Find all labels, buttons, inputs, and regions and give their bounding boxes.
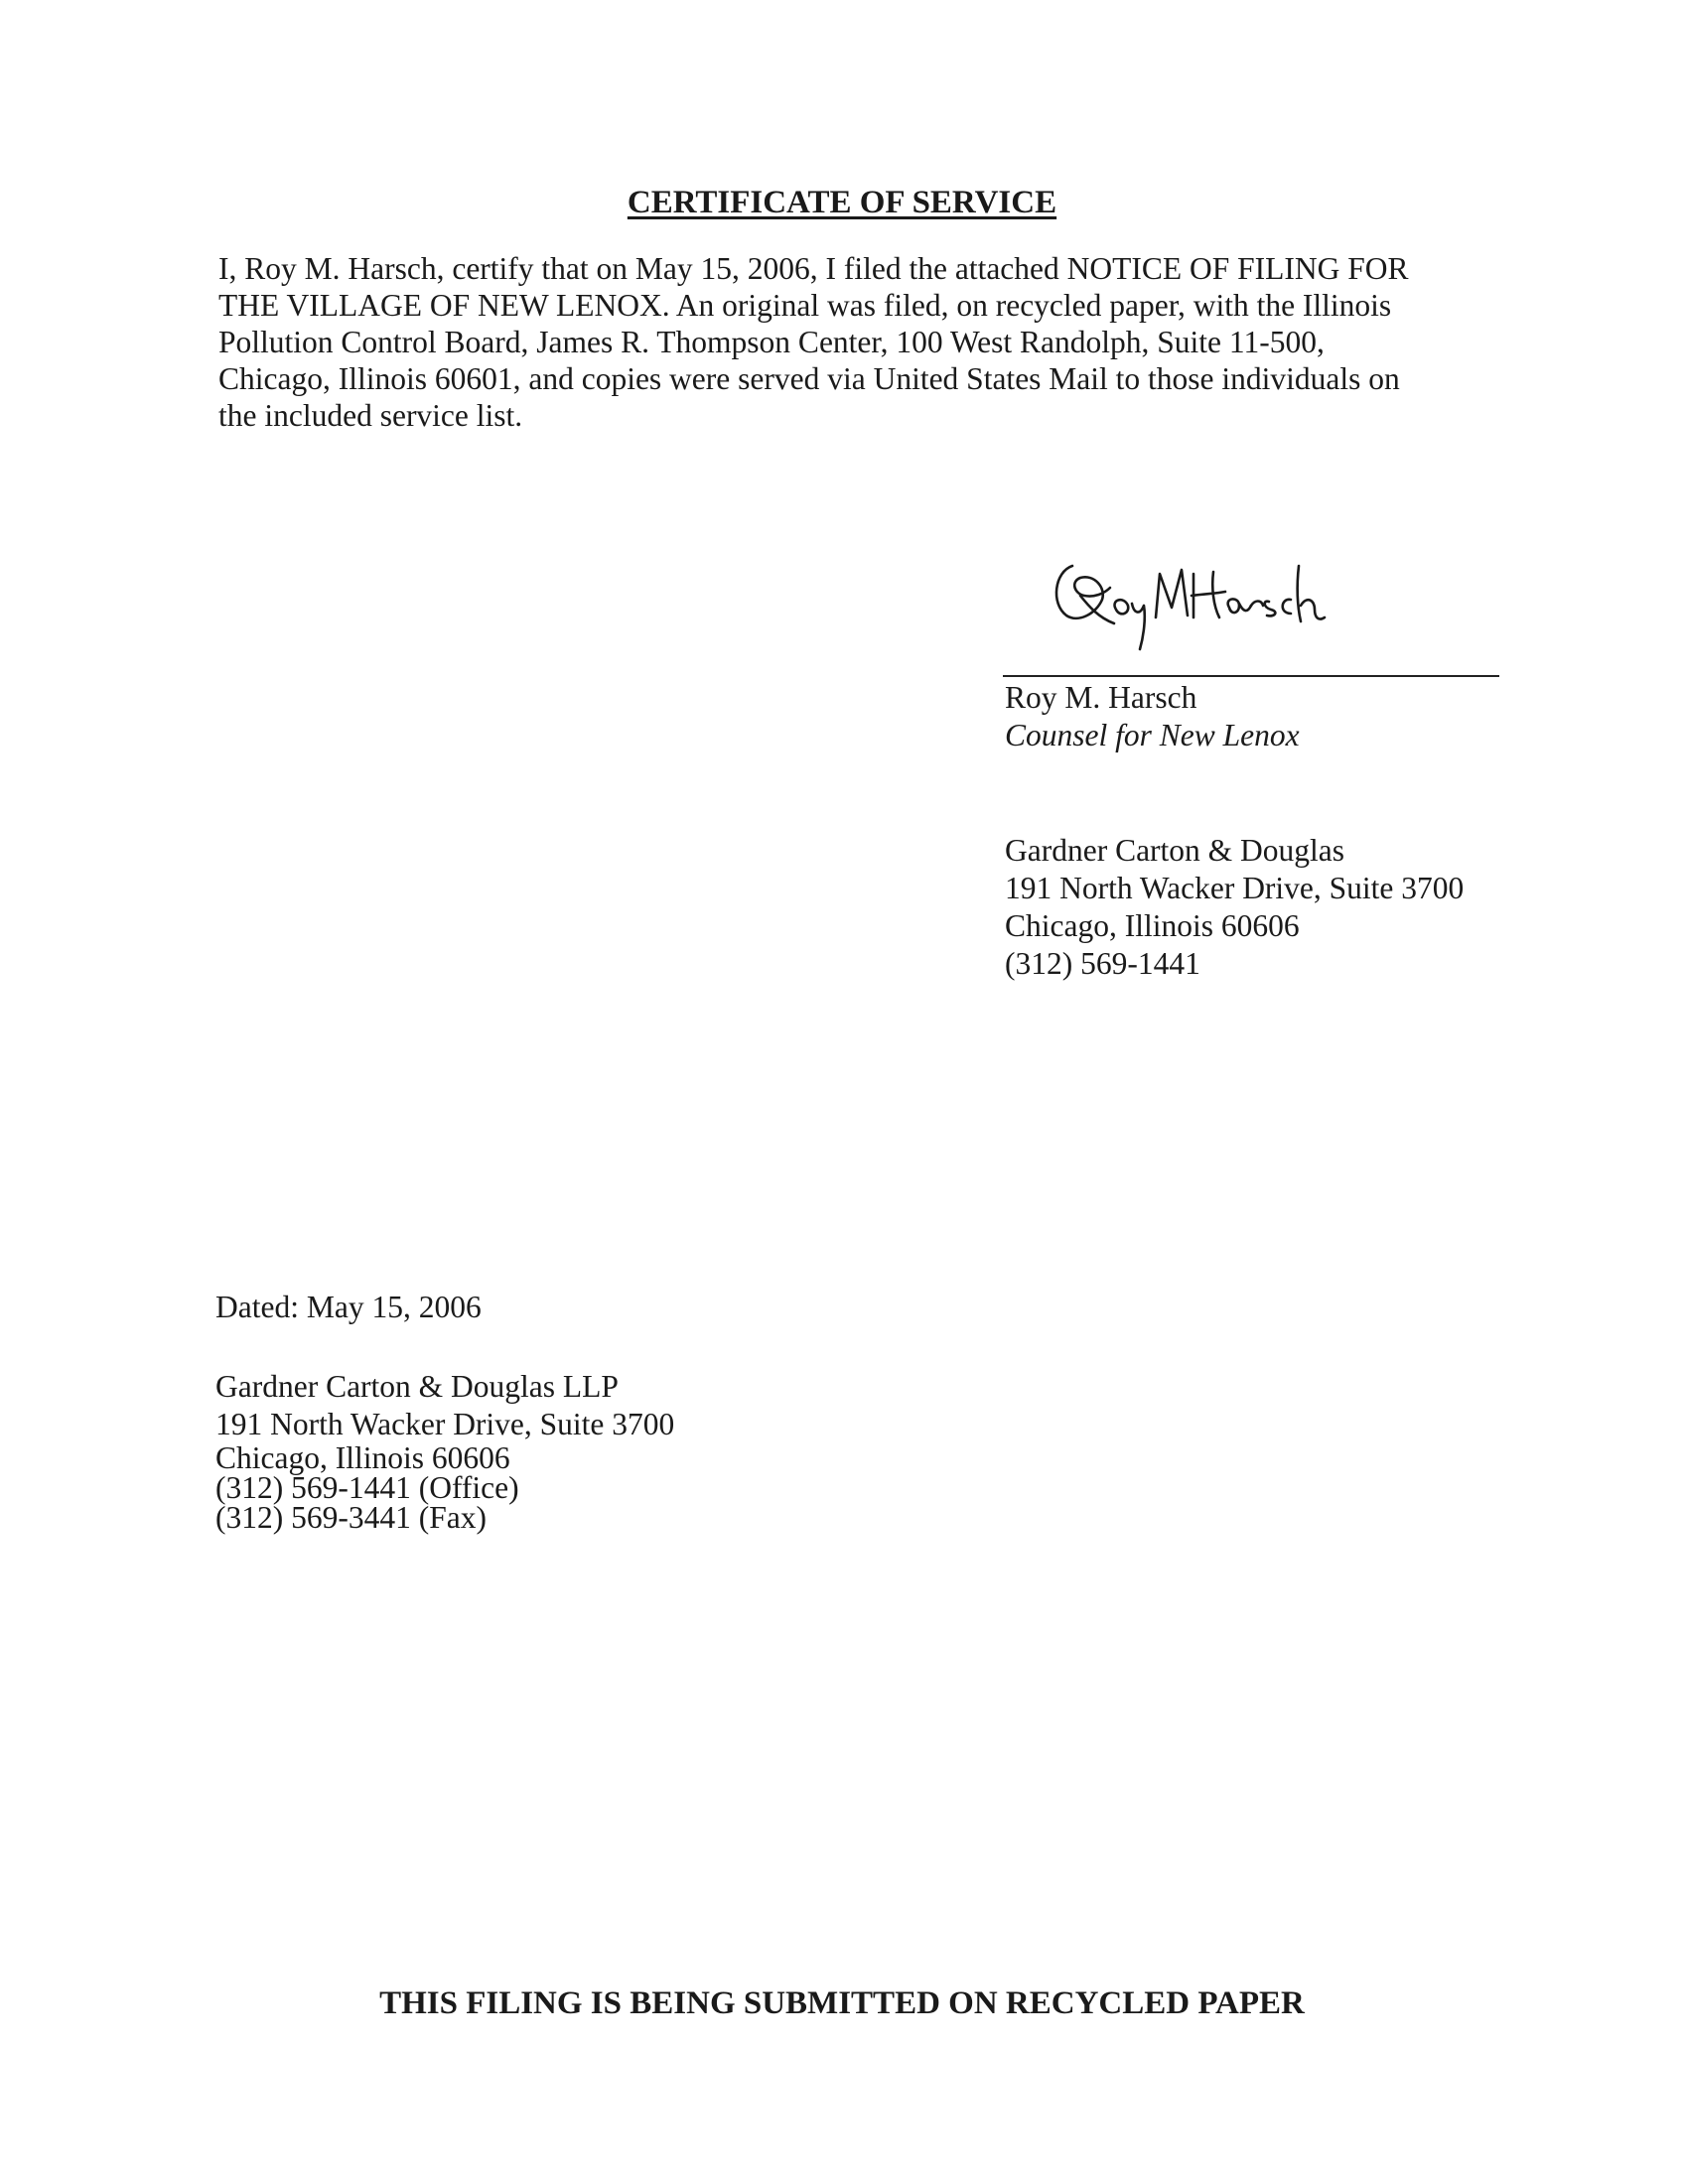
firm-street: 191 North Wacker Drive, Suite 3700 <box>1005 871 1465 905</box>
body-line: Chicago, Illinois 60601, and copies were served via United States Mail to those individuals on <box>218 361 1400 396</box>
recycled-paper-notice: THIS FILING IS BEING SUBMITTED ON RECYCLED PAPER <box>379 1985 1305 2021</box>
handwritten-signature <box>1045 544 1402 663</box>
footer-fax: (312) 569-3441 (Fax) <box>215 1500 487 1535</box>
dated-line: Dated: May 15, 2006 <box>215 1290 482 1324</box>
firm-name: Gardner Carton & Douglas <box>1005 833 1345 868</box>
document-title: CERTIFICATE OF SERVICE <box>627 185 1057 220</box>
firm-phone: (312) 569-1441 <box>1005 946 1200 981</box>
firm-address-block <box>1005 832 1464 983</box>
signer-role: Counsel for New Lenox <box>1005 718 1300 752</box>
footer-firm-name: Gardner Carton & Douglas LLP <box>215 1369 619 1404</box>
footer-firm-block <box>215 1368 674 1533</box>
body-line: I, Roy M. Harsch, certify that on May 15, 2006, I filed the attached NOTICE OF FILING FOR <box>218 251 1409 286</box>
firm-city: Chicago, Illinois 60606 <box>1005 908 1300 943</box>
footer-firm-city: Chicago, Illinois 60606 <box>215 1440 510 1475</box>
signer-block <box>1005 679 1300 754</box>
body-line: the included service list. <box>218 398 523 433</box>
footer-office-phone: (312) 569-1441 (Office) <box>215 1470 519 1505</box>
footer-firm-street: 191 North Wacker Drive, Suite 3700 <box>215 1407 675 1441</box>
body-line: Pollution Control Board, James R. Thompson Center, 100 West Randolph, Suite 11-500, <box>218 325 1325 359</box>
certificate-body <box>218 250 1470 434</box>
signature-line <box>1003 675 1499 677</box>
body-line: THE VILLAGE OF NEW LENOX. An original was filed, on recycled paper, with the Illinois <box>218 288 1392 323</box>
signer-name: Roy M. Harsch <box>1005 680 1197 715</box>
